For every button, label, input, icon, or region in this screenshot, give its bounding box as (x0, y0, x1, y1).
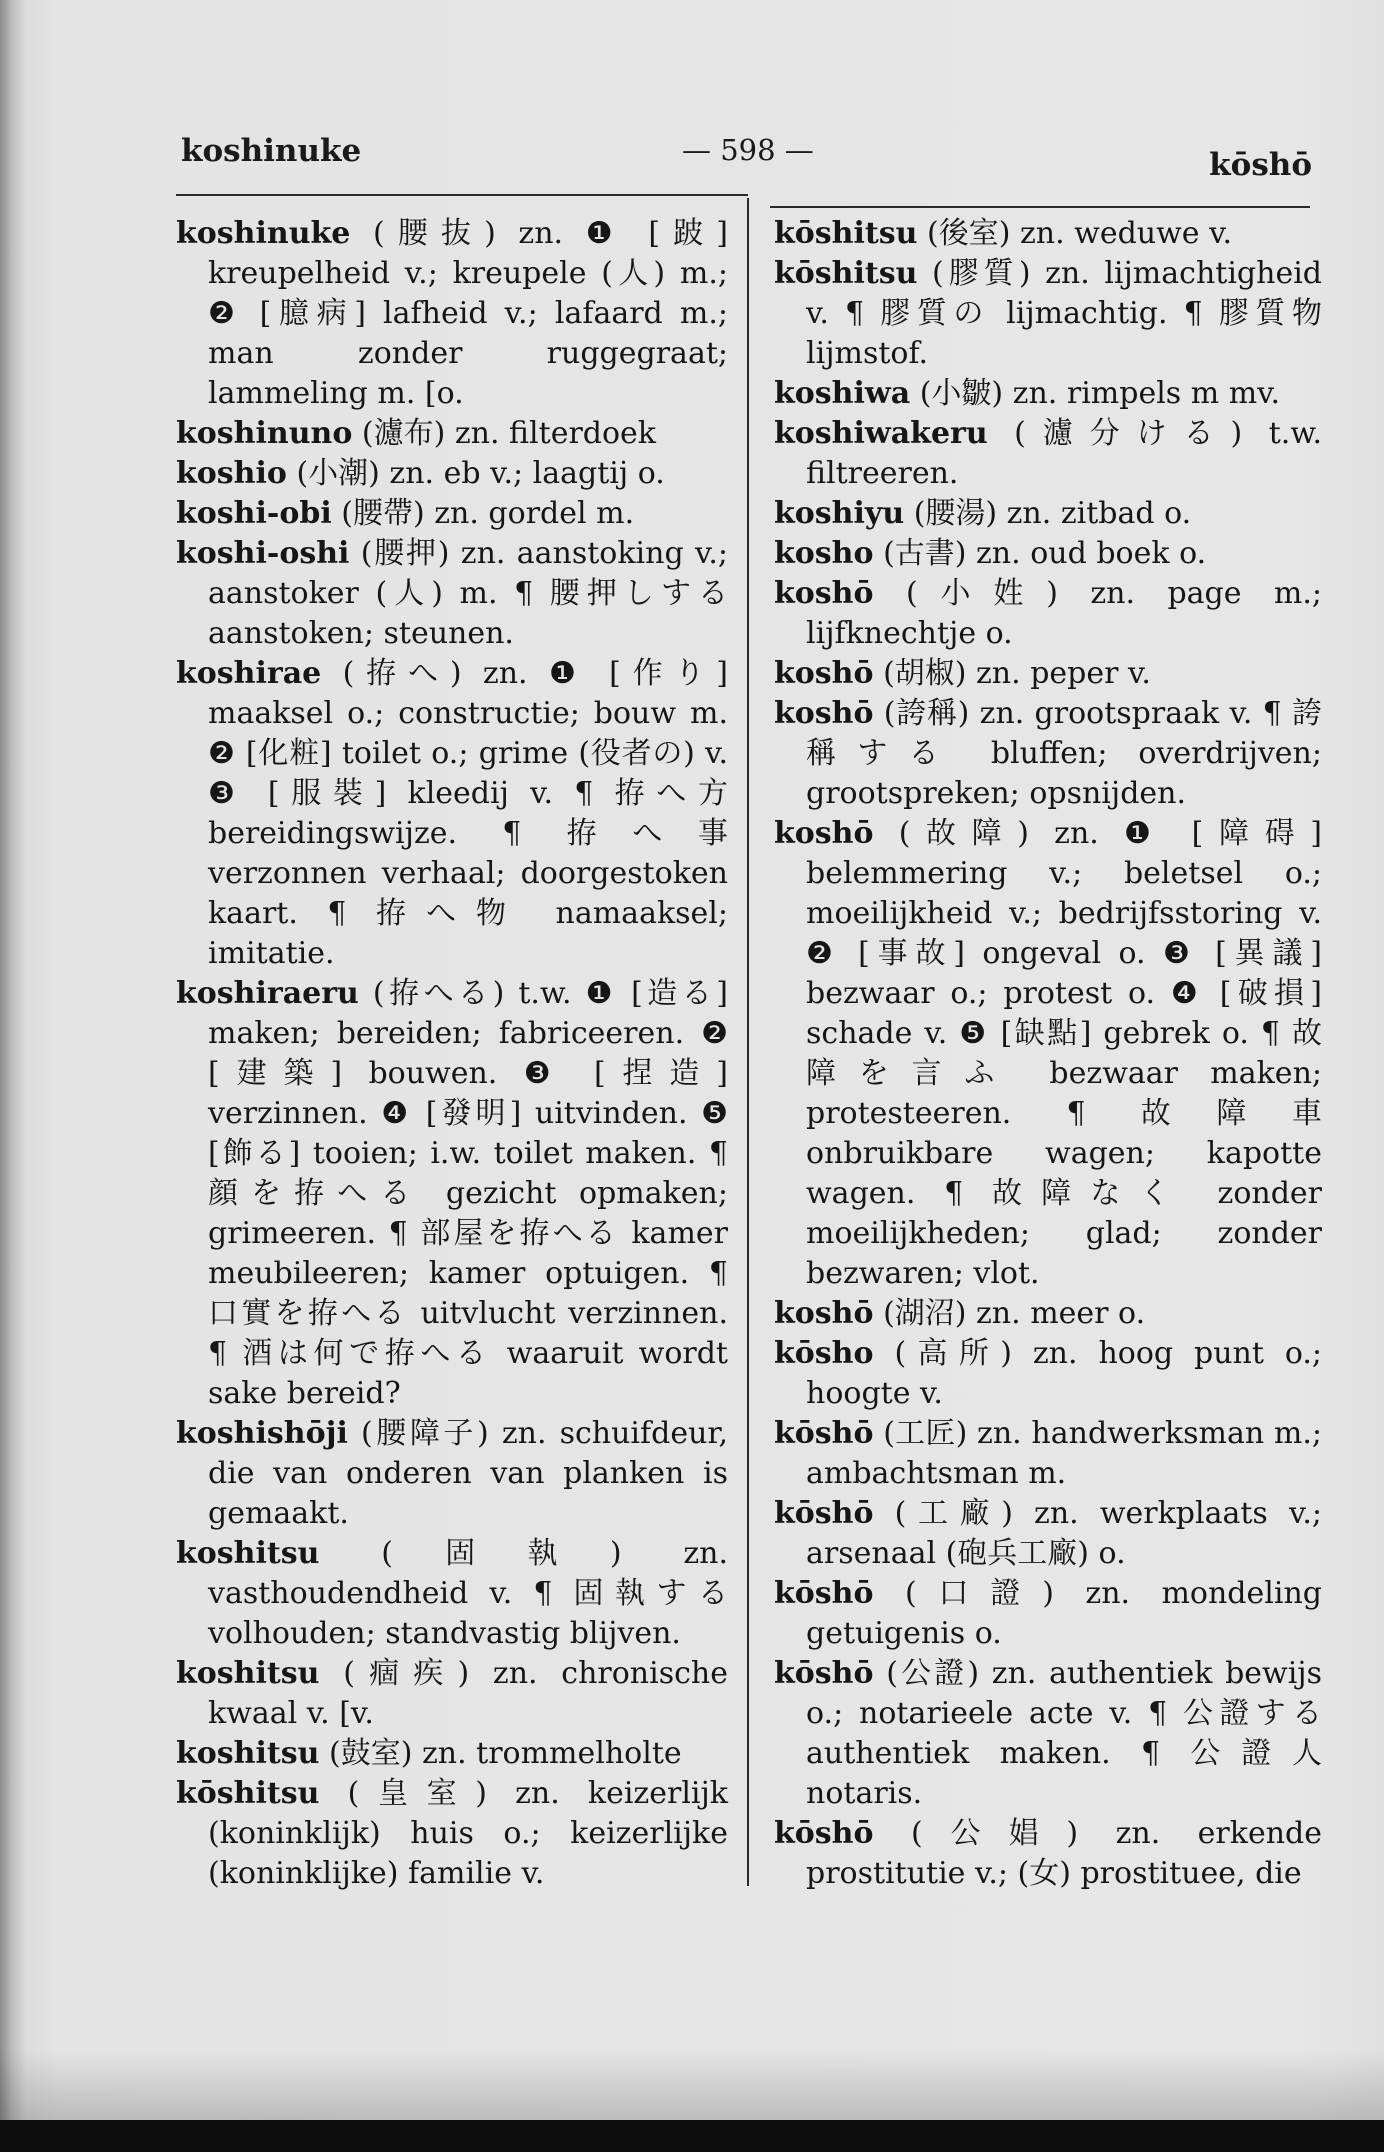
entry-headword: koshō (774, 656, 874, 691)
entry-headword: kōshitsu (774, 216, 918, 251)
dictionary-entry (176, 1774, 728, 1894)
entry-body: (腰湯) zn. zitbad o. (913, 496, 1192, 531)
entry-body: (公娼) zn. erkende prostitutie v.; (女) prostituee, die (806, 1816, 1322, 1891)
running-head-right: kōshō (1209, 147, 1312, 183)
entry-headword: koshō (774, 816, 874, 851)
dictionary-entry (774, 1294, 1322, 1334)
dictionary-entry (774, 1414, 1322, 1494)
dictionary-entry (176, 534, 728, 654)
header-rule-right (770, 206, 1310, 208)
entry-headword: kōshō (774, 1576, 874, 1611)
entry-headword: kōshitsu (774, 256, 918, 291)
dictionary-entry (176, 454, 728, 494)
dictionary-entry (176, 974, 728, 1414)
entry-headword: koshinuno (176, 416, 353, 451)
entry-body: (拵へ) zn. ❶ [作り] maaksel o.; constructie; bouw m. ❷ [化粧] toilet o.; grime (役者の) v. ❸ [服裝] kleedij v. ¶ 拵へ方 bereidingswijze. ¶ 拵へ事 verzonnen verhaal; doorgestoken kaart. ¶ 拵へ物 namaaksel; imitatie. (208, 656, 729, 971)
entry-headword: kosho (774, 536, 874, 571)
entry-headword: kōshitsu (176, 1776, 320, 1811)
dictionary-entry (176, 414, 728, 454)
entry-headword: koshio (176, 456, 287, 491)
dictionary-entry (774, 574, 1322, 654)
entry-body: (小潮) zn. eb v.; laagtij o. (296, 456, 665, 491)
header-rule-left (176, 194, 748, 196)
dictionary-entry (774, 814, 1322, 1294)
entry-body: (口證) zn. mondeling getuigenis o. (806, 1576, 1322, 1651)
dictionary-entry (774, 654, 1322, 694)
entry-body: (拵へる) t.w. ❶ [造る] maken; bereiden; fabriceeren. ❷ [建築] bouwen. ❸ [捏造] verzinnen. ❹ [發明] uitvinden. ❺ [飾る] tooien; i.w. toilet maken. ¶ 顔を拵へる gezicht opmaken; grimeeren. ¶ 部屋を拵へる kamer meubileeren; kamer optuigen. ¶ 口實を拵へる uitvlucht verzinnen. ¶ 酒は何で拵へる waaruit wordt sake bereid? (208, 976, 728, 1411)
entry-body: (膠質) zn. lijmachtigheid v. ¶ 膠質の lijmachtig. ¶ 膠質物 lijmstof. (806, 256, 1322, 371)
dictionary-entry (176, 1734, 728, 1774)
entry-body: (後室) zn. weduwe v. (927, 216, 1232, 251)
page-number: — 598 — (682, 133, 814, 167)
entry-headword: koshō (774, 1296, 874, 1331)
entry-headword: koshiwa (774, 376, 911, 411)
dictionary-entry (774, 494, 1322, 534)
dictionary-entry (774, 214, 1322, 254)
entry-headword: koshitsu (176, 1536, 320, 1571)
page-bottom-shadow (0, 2050, 1384, 2120)
dictionary-entry (774, 1654, 1322, 1814)
entry-headword: koshiyu (774, 496, 905, 531)
right-column (774, 214, 1322, 1894)
entry-headword: koshitsu (176, 1656, 320, 1691)
dictionary-entry (176, 214, 728, 414)
entry-headword: koshiraeru (176, 976, 359, 1011)
column-divider (747, 198, 749, 1886)
entry-body: (胡椒) zn. peper v. (883, 656, 1151, 691)
entry-body: (鼓室) zn. trommelholte (329, 1736, 682, 1771)
entry-headword: koshinuke (176, 216, 351, 251)
entry-body: (腰帶) zn. gordel m. (341, 496, 635, 531)
entry-body: (痼疾) zn. chronische kwaal v. [v. (208, 1656, 728, 1731)
dictionary-entry (774, 1574, 1322, 1654)
entry-body: (小皺) zn. rimpels m mv. (919, 376, 1281, 411)
dictionary-entry (774, 534, 1322, 574)
entry-body: (高所) zn. hoog punt o.; hoogte v. (806, 1336, 1322, 1411)
entry-body: (古書) zn. oud boek o. (883, 536, 1207, 571)
dictionary-entry (176, 654, 728, 974)
entry-headword: kōsho (774, 1336, 874, 1371)
entry-body: (固執) zn. vasthoudendheid v. ¶ 固執する volhouden; standvastig blijven. (208, 1536, 729, 1651)
dictionary-entry (774, 1494, 1322, 1574)
entry-headword: koshō (774, 576, 874, 611)
entry-body: (皇室) zn. keizerlijk (koninklijk) huis o.; keizerlijke (koninklijke) familie v. (208, 1776, 728, 1891)
entry-headword: koshi-oshi (176, 536, 350, 571)
entry-headword: koshishōji (176, 1416, 348, 1451)
dictionary-entry (774, 374, 1322, 414)
entry-headword: kōshō (774, 1656, 874, 1691)
dictionary-entry (176, 494, 728, 534)
entry-body: (工匠) zn. handwerksman m.; ambachtsman m. (806, 1416, 1322, 1491)
dictionary-entry (774, 694, 1322, 814)
entry-headword: kōshō (774, 1496, 874, 1531)
dictionary-entry (774, 254, 1322, 374)
dictionary-entry (176, 1654, 728, 1734)
entry-body: (湖沼) zn. meer o. (883, 1296, 1146, 1331)
entry-body: (濾分ける) t.w. filtreeren. (806, 416, 1322, 491)
entry-body: (腰障子) zn. schuifdeur, die van onderen van planken is gemaakt. (208, 1416, 728, 1531)
entry-body: (濾布) zn. filterdoek (361, 416, 656, 451)
entry-body: (工廠) zn. werkplaats v.; arsenaal (砲兵工廠) o. (806, 1496, 1323, 1571)
entry-body: (誇稱) zn. grootspraak v. ¶ 誇稱する bluffen; overdrijven; grootspreken; opsnijden. (806, 696, 1322, 811)
entry-headword: koshō (774, 696, 874, 731)
entry-headword: kōshō (774, 1816, 874, 1851)
dictionary-entry (774, 1814, 1322, 1894)
left-column (176, 214, 728, 1894)
dictionary-entry (176, 1534, 728, 1654)
dictionary-entry (774, 414, 1322, 494)
running-head-left: koshinuke (181, 133, 362, 169)
entry-headword: koshirae (176, 656, 322, 691)
entry-body: (腰押) zn. aanstoking v.; aanstoker (人) m. ¶ 腰押しする aanstoken; steunen. (208, 536, 728, 651)
entry-body: (故障) zn. ❶ [障碍] belemmering v.; beletsel o.; moeilijkheid v.; bedrijfsstoring v. ❷ [事故] ongeval o. ❸ [異議] bezwaar o.; protest o. ❹ [破損] schade v. ❺ [缺點] gebrek o. ¶ 故障を言ふ bezwaar maken; protesteeren. ¶ 故障車 onbruikbare wagen; kapotte wagen. ¶ 故障なく zonder moeilijkheden; glad; zonder bezwaren; vlot. (806, 816, 1322, 1291)
dictionary-entry (176, 1414, 728, 1534)
entry-headword: koshitsu (176, 1736, 320, 1771)
entry-headword: koshiwakeru (774, 416, 988, 451)
entry-headword: kōshō (774, 1416, 874, 1451)
entry-headword: koshi-obi (176, 496, 332, 531)
dictionary-entry (774, 1334, 1322, 1414)
entry-body: (公證) zn. authentiek bewijs o.; notarieele acte v. ¶ 公證する authentiek maken. ¶ 公證人 notaris. (806, 1656, 1322, 1811)
entry-body: (腰抜) zn. ❶ [跛] kreupelheid v.; kreupele (人) m.; ❷ [臆病] lafheid v.; lafaard m.; man zonder ruggegraat; lammeling m. [o. (208, 216, 728, 411)
entry-body: (小姓) zn. page m.; lijfknechtje o. (806, 576, 1322, 651)
